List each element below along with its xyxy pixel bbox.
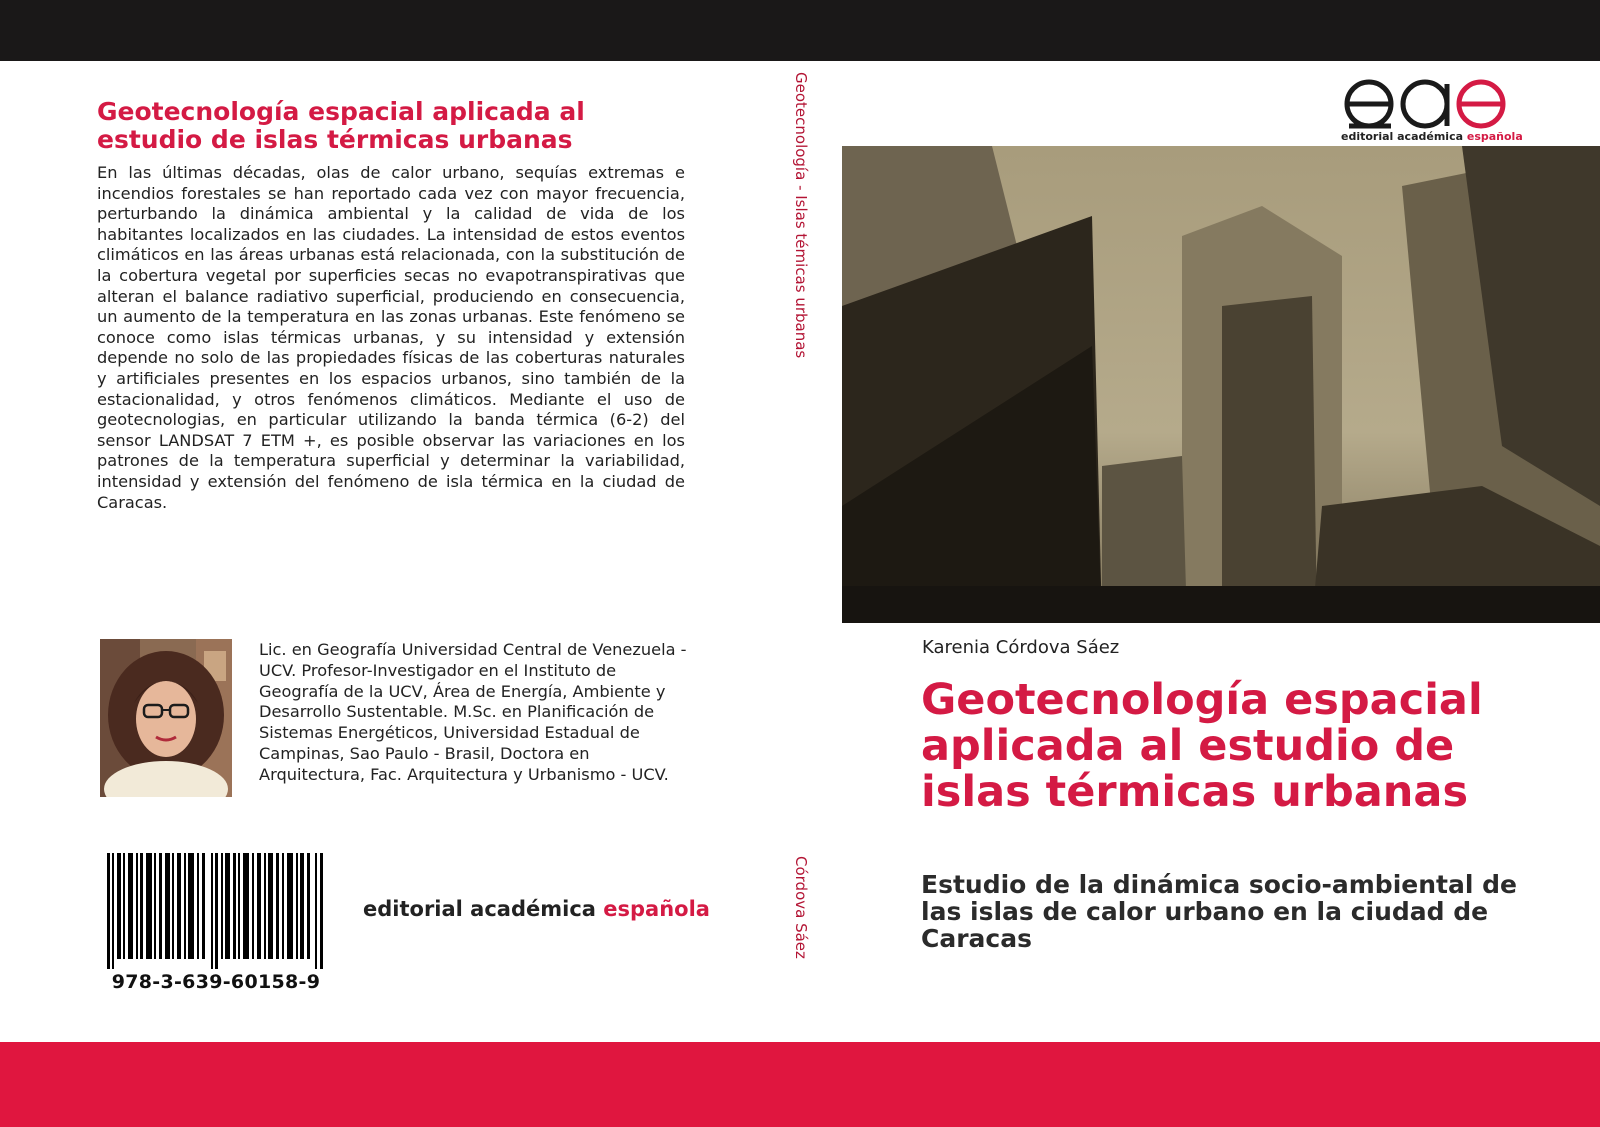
front-cover-title: Geotecnología espacial aplicada al estudio de islas térmicas urbanas [921, 675, 1483, 817]
spine-author: Córdova Sáez [792, 856, 810, 959]
author-bio: Lic. en Geografía Universidad Central de Venezuela - UCV. Profesor-Investigador en el Instituto de Geografía de la UCV, Área de Energía, Ambiente y Desarrollo Sustentable. M.Sc. en Planificación de Sistemas Energéticos, Universidad Estadual de Campinas, Sao Paulo - Brasil, Doctora en Arquitectura, Fac. Arquitectura y Urbanismo - UCV. [259, 640, 687, 784]
back-cover-blurb: En las últimas décadas, olas de calor urbano, sequías extremas e incendios forestales se han reportado cada vez con mayor frecuencia, perturbando la dinámica ambiental y la calidad de vida de los habitantes localizados en las ciudades. La intensidad de estos eventos climáticos en las áreas urbanas está relacionada, con la substitución de la cobertura vegetal por superficies secas no evapotranspirativas que alteran el balance radiativo superficial, produciendo en consecuencia, un aumento de la temperatura en las zonas urbanas. Este fenómeno se conoce como islas térmicas urbanas, y su intensidad y extensión depende no solo de las propiedades físicas de las coberturas naturales y artificiales presentes en los espacios urbanos, sino también de la estacionalidad, y otros fenómenos climáticos. Mediante el uso de geotecnologias, en particular utilizando la banda térmica (6-2) del sensor LANDSAT 7 ETM +, es posible observar las variaciones en los patrones de la temperatura superficial y determinar la variabilidad, intensidad y extensión del fenómeno de isla térmica en la ciudad de Caracas. [97, 163, 685, 512]
publisher-name-accent: española [603, 897, 710, 921]
logo-text [1341, 130, 1523, 143]
author-photo [100, 639, 232, 797]
spine-title: Geotecnología - Islas témicas urbanas [792, 72, 810, 359]
logo-text-accent: española [1466, 130, 1523, 143]
isbn-number: 978-3-639-60158-9 [111, 971, 321, 993]
barcode [107, 853, 324, 969]
front-cover-author: Karenia Córdova Sáez [922, 637, 1120, 658]
top-bar [0, 0, 1600, 61]
publisher-name-back [363, 897, 710, 921]
front-cover-subtitle: Estudio de la dinámica socio-ambiental de las islas de calor urbano en la ciudad de Caracas [921, 870, 1517, 953]
publisher-name-main: editorial académica [363, 897, 604, 921]
bottom-accent-bar [0, 1042, 1600, 1127]
back-cover-title: Geotecnología espacial aplicada al estudio de islas térmicas urbanas [97, 97, 585, 154]
cover-photo-skyscrapers [842, 146, 1600, 623]
logo-text-main: editorial académica [1341, 130, 1467, 143]
